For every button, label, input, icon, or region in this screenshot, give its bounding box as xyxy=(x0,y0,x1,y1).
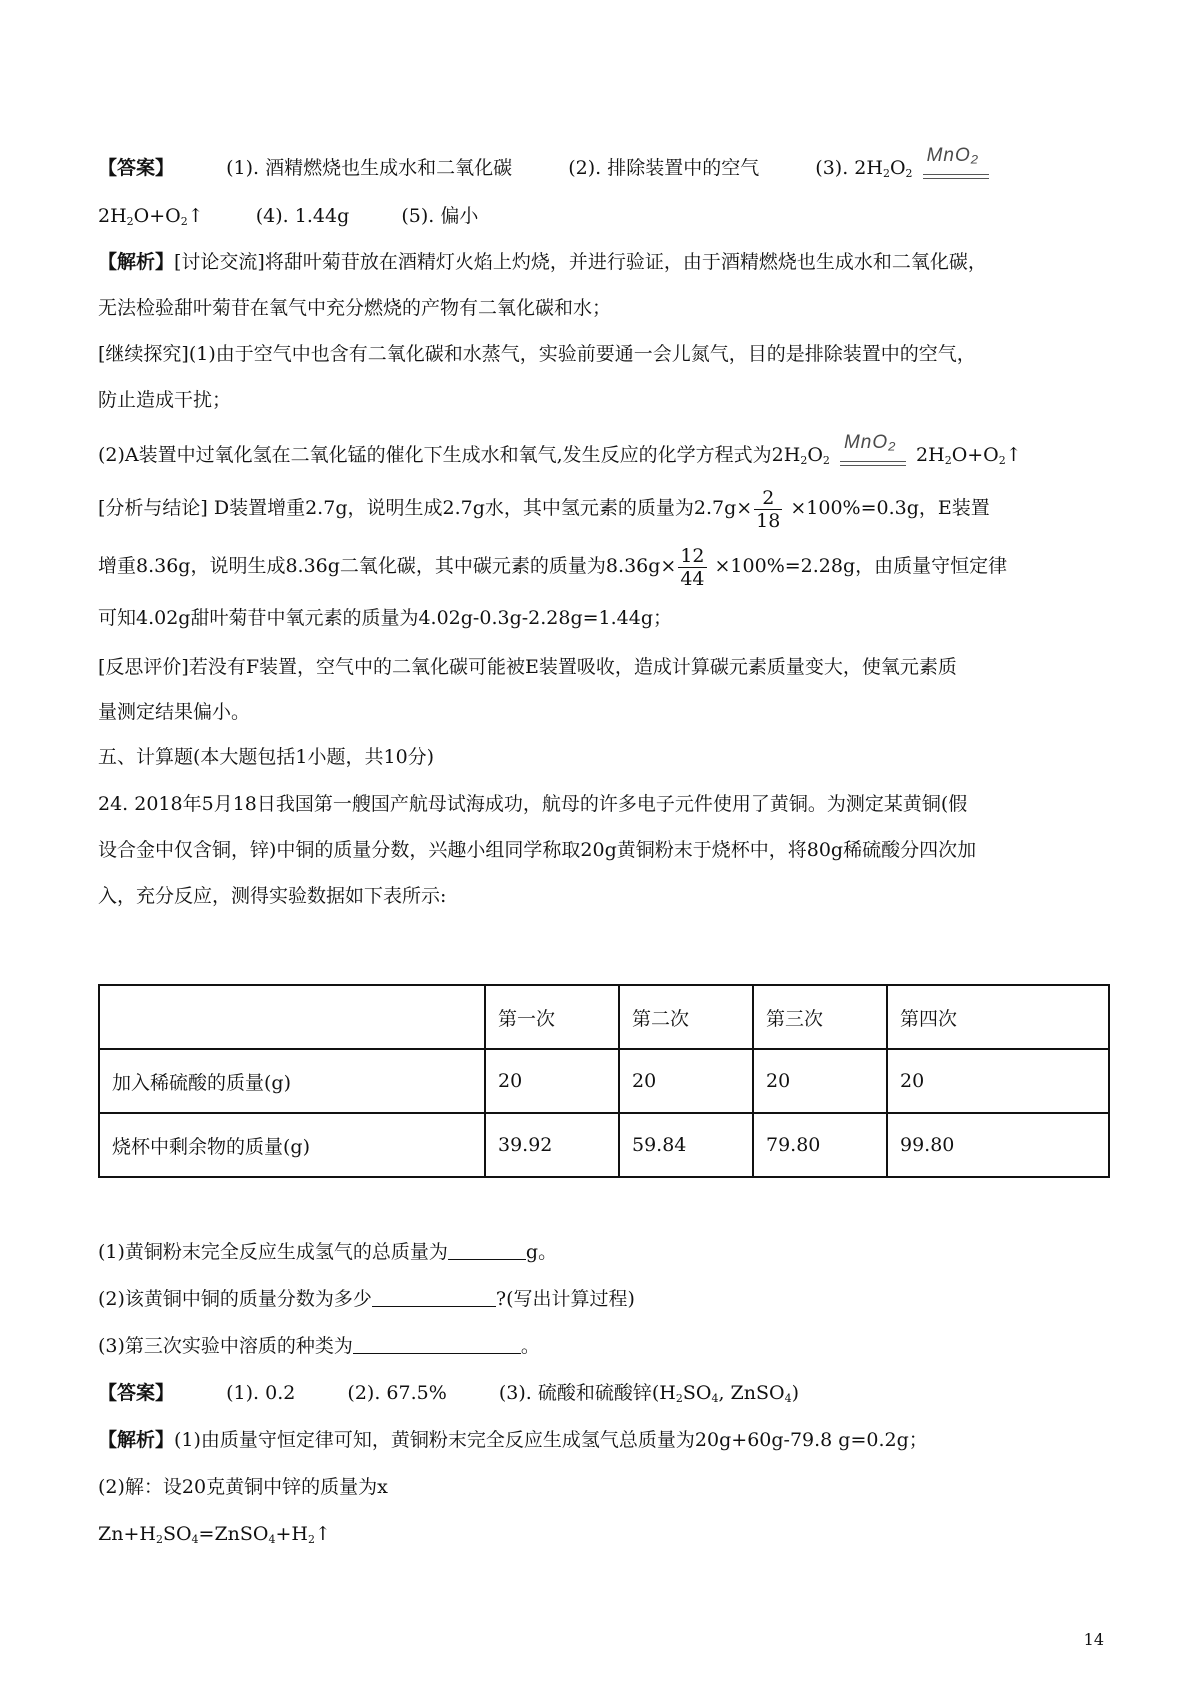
analysis-2-line-1: 【解析】(1)由质量守恒定律可知，黄铜粉末完全反应生成氢气总质量为20g+60g-79.8 g=0.2g； xyxy=(98,1429,928,1451)
answer-label: 【答案】 xyxy=(98,1382,175,1404)
analysis-line-6: [分析与结论] D装置增重2.7g，说明生成2.7g水，其中氢元素的质量为2.7g× $\frac{2}{18}$ ×100%=0.3g，E装置 xyxy=(98,486,990,532)
equation-products: $2H_2O+O_2↑$ xyxy=(98,205,204,228)
answer-line-2 xyxy=(98,204,478,234)
table-row xyxy=(99,1049,1109,1113)
table-cell: 79.80 xyxy=(753,1113,887,1177)
analysis-2-line-2: (2)解：设20克黄铜中锌的质量为x xyxy=(98,1476,388,1498)
table-header-cell: 第二次 xyxy=(619,985,753,1049)
question-24-line-2: 设合金中仅含铜，锌)中铜的质量分数，兴趣小组同学称取20g黄铜粉末于烧杯中，将80g稀硫酸分四次加 xyxy=(98,839,977,861)
table-header-cell: 第三次 xyxy=(753,985,887,1049)
answer-blank[interactable] xyxy=(372,1288,496,1307)
question-24-line-1: 24. 2018年5月18日我国第一艘国产航母试海成功，航母的许多电子元件使用了黄铜。为测定某黄铜(假 xyxy=(98,793,968,815)
table-cell: 39.92 xyxy=(485,1113,619,1177)
answer-blank[interactable] xyxy=(353,1335,521,1354)
answer-2-line xyxy=(98,1381,799,1411)
answer-part-1: (1). 酒精燃烧也生成水和二氧化碳 xyxy=(226,157,513,179)
catalyst-condition: MnO₂ xyxy=(923,150,989,180)
table-cell: 20 xyxy=(887,1049,1109,1113)
analysis-line-1: 【解析】[讨论交流]将甜叶菊苷放在酒精灯火焰上灼烧，并进行验证，由于酒精燃烧也生成水和二氧化碳， xyxy=(98,251,987,273)
analysis-line-4: 防止造成干扰； xyxy=(98,389,232,411)
analysis-line-7: 增重8.36g，说明生成8.36g二氧化碳，其中碳元素的质量为8.36g× $\frac{12}{44}$ ×100%=2.28g，由质量守恒定律 xyxy=(98,544,1008,590)
data-table xyxy=(98,984,1110,1178)
table-cell: 20 xyxy=(485,1049,619,1113)
section-heading: 五、计算题(本大题包括1小题，共10分) xyxy=(98,746,435,768)
table-header-cell: 第四次 xyxy=(887,985,1109,1049)
answer-part-3: (3). 硫酸和硫酸锌($H_2SO_4$, ZnSO$_4$) xyxy=(498,1382,799,1405)
catalyst-condition-2: MnO₂ xyxy=(840,437,906,467)
analysis-line-3: [继续探究](1)由于空气中也含有二氧化碳和水蒸气，实验前要通一会儿氮气，目的是排除装置中的空气， xyxy=(98,343,976,365)
answer-part-2: (2). 67.5% xyxy=(347,1382,447,1404)
table-cell: 加入稀硫酸的质量(g) xyxy=(99,1049,485,1113)
analysis-line-8: 可知4.02g甜叶菊苷中氧元素的质量为4.02g-0.3g-2.28g=1.44g； xyxy=(98,607,673,629)
fraction-carbon: $\frac{12}{44}$ xyxy=(680,544,705,590)
analysis-label: 【解析】 xyxy=(98,251,175,273)
reaction-equation: $Zn+H_2SO_4=ZnSO_4+H_2↑$ xyxy=(98,1523,331,1546)
analysis-label: 【解析】 xyxy=(98,1429,175,1451)
fraction-hydrogen: $\frac{2}{18}$ xyxy=(756,486,781,532)
table-cell: 20 xyxy=(619,1049,753,1113)
table-cell: 20 xyxy=(753,1049,887,1113)
analysis-line-10: 量测定结果偏小。 xyxy=(98,701,251,723)
table-cell: 烧杯中剩余物的质量(g) xyxy=(99,1113,485,1177)
table-cell: 99.80 xyxy=(887,1113,1109,1177)
answer-part-5: (5). 偏小 xyxy=(401,205,479,227)
answer-line-1 xyxy=(98,145,993,186)
table-cell: 59.84 xyxy=(619,1113,753,1177)
question-24-line-3: 入，充分反应，测得实验数据如下表所示: xyxy=(98,885,447,907)
table-header-cell: 第一次 xyxy=(485,985,619,1049)
answer-label: 【答案】 xyxy=(98,157,175,179)
subquestion-1: (1)黄铜粉末完全反应生成氢气的总质量为 g。 xyxy=(98,1241,558,1263)
answer-part-3: (3). $2H_2O_2$ xyxy=(815,157,913,180)
answer-blank[interactable] xyxy=(448,1241,526,1260)
table-row xyxy=(99,1113,1109,1177)
analysis-line-2: 无法检验甜叶菊苷在氧气中充分燃烧的产物有二氧化碳和水； xyxy=(98,297,612,319)
subquestion-2: (2)该黄铜中铜的质量分数为多少 ?(写出计算过程) xyxy=(98,1288,635,1310)
table-cell xyxy=(99,985,485,1049)
analysis-line-9: [反思评价]若没有F装置，空气中的二氧化碳可能被E装置吸收，造成计算碳元素质量变大，使氧元素质 xyxy=(98,656,957,678)
analysis-line-5: (2)A装置中过氧化氢在二氧化锰的催化下生成水和氧气,发生反应的化学方程式为$2H_2O_2$ MnO₂ $2H_2O+O_2↑$ xyxy=(98,432,1022,467)
page-number: 14 xyxy=(1083,1630,1104,1649)
subquestion-3: (3)第三次实验中溶质的种类为 。 xyxy=(98,1335,540,1357)
answer-part-1: (1). 0.2 xyxy=(226,1382,296,1404)
answer-part-2: (2). 排除装置中的空气 xyxy=(568,157,760,179)
table-header-row xyxy=(99,985,1109,1049)
answer-part-4: (4). 1.44g xyxy=(255,205,350,227)
